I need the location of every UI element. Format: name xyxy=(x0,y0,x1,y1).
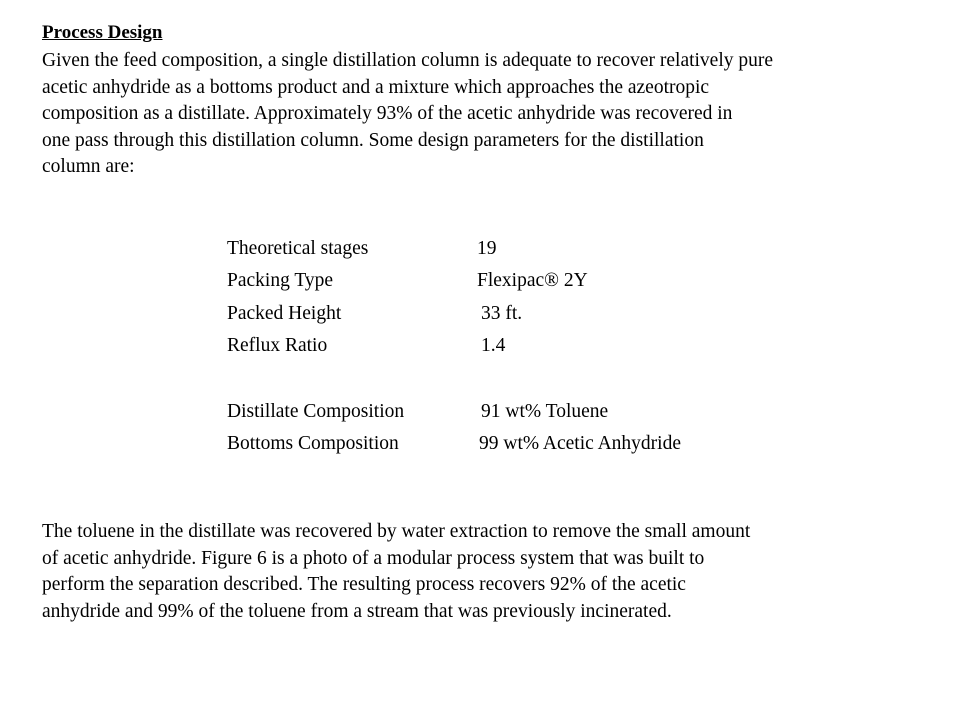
parameter-value: 1.4 xyxy=(481,335,506,356)
composition-value: 91 wt% Toluene xyxy=(481,401,609,422)
parameter-label: Packing Type xyxy=(227,270,334,291)
closing-line: The toluene in the distillate was recovered by water extraction to remove the small amount xyxy=(42,521,751,542)
parameter-label: Reflux Ratio xyxy=(227,335,328,356)
intro-line: acetic anhydride as a bottoms product and a mixture which approaches the azeotropic xyxy=(42,76,710,98)
closing-line: of acetic anhydride. Figure 6 is a photo of a modular process system that was built to xyxy=(42,547,705,569)
parameter-label: Packed Height xyxy=(227,303,342,324)
intro-line: Given the feed composition, a single distillation column is adequate to recover relatively pure xyxy=(42,50,774,71)
composition-label: Distillate Composition xyxy=(227,401,405,422)
intro-paragraph xyxy=(42,48,952,181)
intro-line: one pass through this distillation column. Some design parameters for the distillation xyxy=(42,129,704,151)
parameter-value: Flexipac® 2Y xyxy=(477,270,588,291)
intro-line: column are: xyxy=(42,156,135,177)
closing-line: perform the separation described. The resulting process recovers 92% of the acetic xyxy=(42,574,686,595)
composition-value: 99 wt% Acetic Anhydride xyxy=(479,433,681,454)
section-heading: Process Design xyxy=(42,22,163,43)
intro-line: composition as a distillate. Approximately 93% of the acetic anhydride was recovered in xyxy=(42,103,733,124)
parameter-value: 19 xyxy=(477,238,497,259)
closing-line: anhydride and 99% of the toluene from a stream that was previously incinerated. xyxy=(42,600,672,622)
parameter-value: 33 ft. xyxy=(481,303,523,324)
composition-label: Bottoms Composition xyxy=(227,433,399,454)
parameter-label: Theoretical stages xyxy=(227,238,369,259)
closing-paragraph xyxy=(42,519,952,625)
